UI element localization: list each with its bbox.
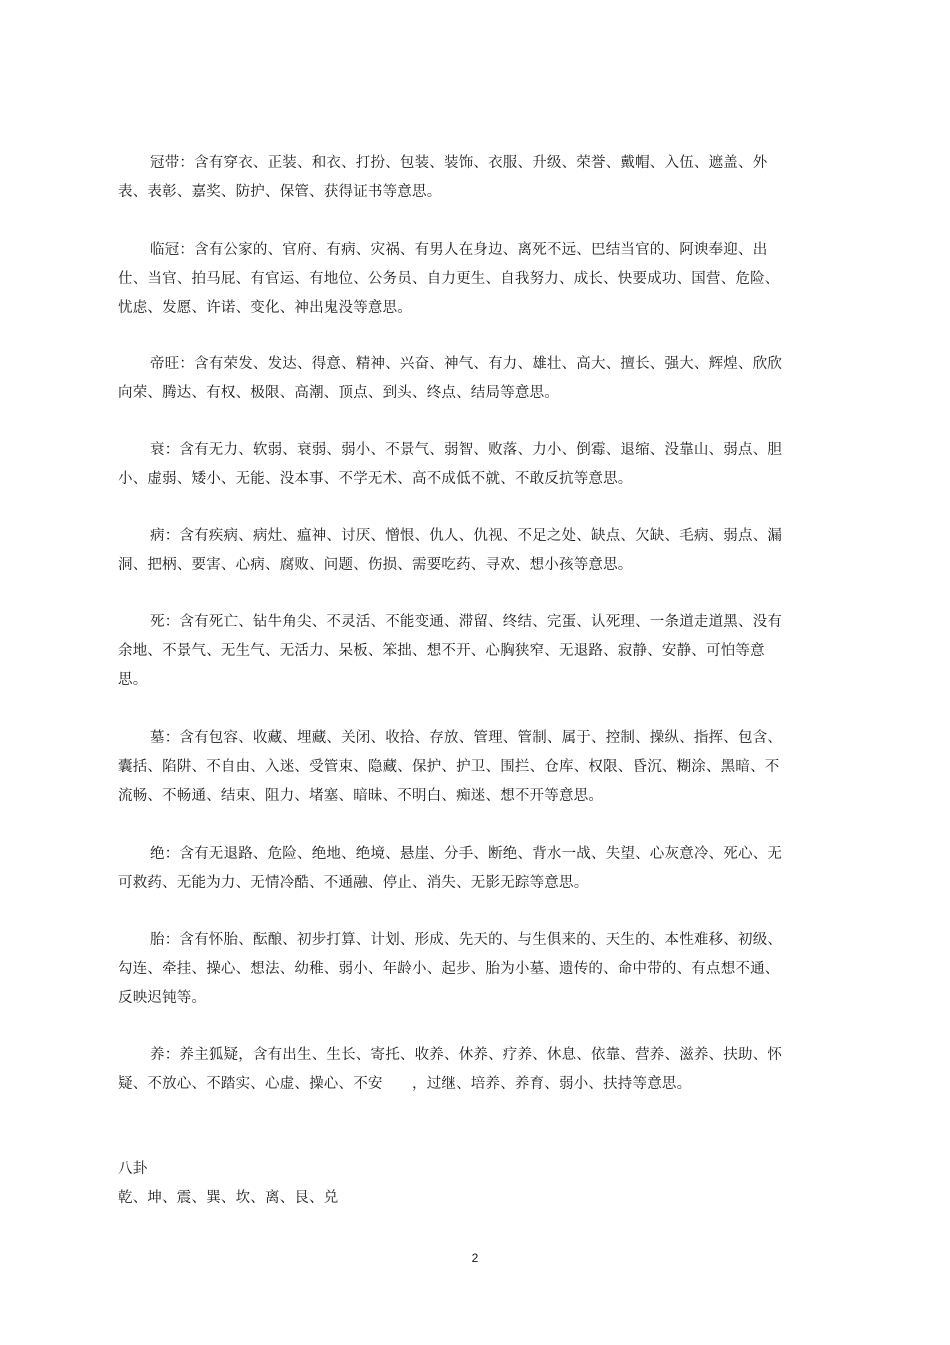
paragraph-guandai: [118, 149, 783, 207]
paragraph-body: 含有公家的、官府、有病、灾祸、有男人在身边、离死不远、巴结当官的、阿谀奉迎、出仕、当官、拍马屁、有官运、有地位、公务员、自力更生、自我努力、成长、快要成功、国营、危险、忧虑、发愿、许诺、变化、神出鬼没等意思。: [118, 242, 780, 316]
term: 胎: [150, 932, 165, 948]
paragraph-body: 含有无力、软弱、衰弱、弱小、不景气、弱智、败落、力小、倒霉、退缩、没靠山、弱点、胆小、虚弱、矮小、无能、没本事、不学无术、高不成低不就、不敢反抗等意思。: [118, 442, 783, 487]
paragraph-jue: [118, 840, 783, 898]
bagua-list: 乾、坤、震、巽、坎、离、艮、兑: [118, 1190, 339, 1206]
paragraph-body: 含有穿衣、正装、和衣、打扮、包装、装饰、衣服、升级、荣誉、戴帽、入伍、遮盖、外表、表彰、嘉奖、防护、保管、获得证书等意思。: [118, 155, 768, 200]
separator: ：: [164, 614, 180, 630]
term: 冠带: [150, 155, 180, 171]
page-number: 2: [471, 1251, 479, 1265]
separator: ：: [164, 932, 180, 948]
separator: ：: [179, 356, 195, 372]
paragraph-shuai: [118, 436, 783, 494]
term: 病: [150, 528, 165, 544]
term: 帝旺: [150, 356, 180, 372]
paragraph-body: 含有荣发、发达、得意、精神、兴奋、神气、有力、雄壮、高大、擅长、强大、辉煌、欣欣向荣、腾达、有权、极限、高潮、顶点、到头、终点、结局等意思。: [118, 356, 783, 401]
term: 养: [150, 1047, 165, 1063]
separator: ：: [164, 730, 180, 746]
separator: ：: [164, 1047, 180, 1063]
separator: ：: [164, 528, 180, 544]
separator: ：: [179, 155, 195, 171]
term: 绝: [150, 846, 165, 862]
paragraph-linguan: [118, 236, 783, 323]
paragraph-diwang: [118, 350, 783, 408]
paragraph-mu: [118, 724, 783, 811]
term: 临冠: [150, 242, 180, 258]
separator: ：: [179, 242, 195, 258]
separator: ：: [164, 846, 180, 862]
term: 墓: [150, 730, 165, 746]
bagua-heading: 八卦: [118, 1161, 148, 1177]
paragraph-body: 含有死亡、钻牛角尖、不灵活、不能变通、滞留、终结、完蛋、认死理、一条道走道黑、没有余地、不景气、无生气、无活力、呆板、笨拙、想不开、心胸狭窄、无退路、寂静、安静、可怕等意思。: [118, 614, 783, 688]
paragraph-body: 含有包容、收藏、埋藏、关闭、收拾、存放、管理、管制、属于、控制、操纵、指挥、包含、囊括、陷阱、不自由、入迷、受管束、隐藏、保护、护卫、围拦、仓库、权限、昏沉、糊涂、黑暗、不流畅、不畅通、结束、阻力、堵塞、暗昧、不明白、痴迷、想不开等意思。: [118, 730, 783, 804]
paragraph-body: 含有怀胎、酝酿、初步打算、计划、形成、先天的、与生俱来的、天生的、本性难移、初级、勾连、牵挂、操心、想法、幼稚、弱小、年龄小、起步、胎为小墓、遗传的、命中带的、有点想不通、反映迟钝等。: [118, 932, 783, 1006]
paragraph-bing: [118, 522, 783, 580]
paragraph-body: 含有疾病、病灶、瘟神、讨厌、憎恨、仇人、仇视、不足之处、缺点、欠缺、毛病、弱点、漏洞、把柄、要害、心病、腐败、问题、伤损、需要吃药、寻欢、想小孩等意思。: [118, 528, 783, 573]
term: 死: [150, 614, 165, 630]
paragraph-yang: [118, 1041, 783, 1099]
term: 衰: [150, 442, 165, 458]
paragraph-body: 养主狐疑，含有出生、生长、寄托、收养、休养、疗养、休息、依靠、营养、滋养、扶助、怀疑、不放心、不踏实、心虚、操心、不安 ，过继、培养、养育、弱小、扶持等意思。: [118, 1047, 783, 1092]
separator: ：: [164, 442, 180, 458]
paragraph-si: [118, 608, 783, 695]
paragraph-body: 含有无退路、危险、绝地、绝境、悬崖、分手、断绝、背水一战、失望、心灰意冷、死心、无可救药、无能为力、无情冷酷、不通融、停止、消失、无影无踪等意思。: [118, 846, 783, 891]
paragraph-tai: [118, 926, 783, 1013]
